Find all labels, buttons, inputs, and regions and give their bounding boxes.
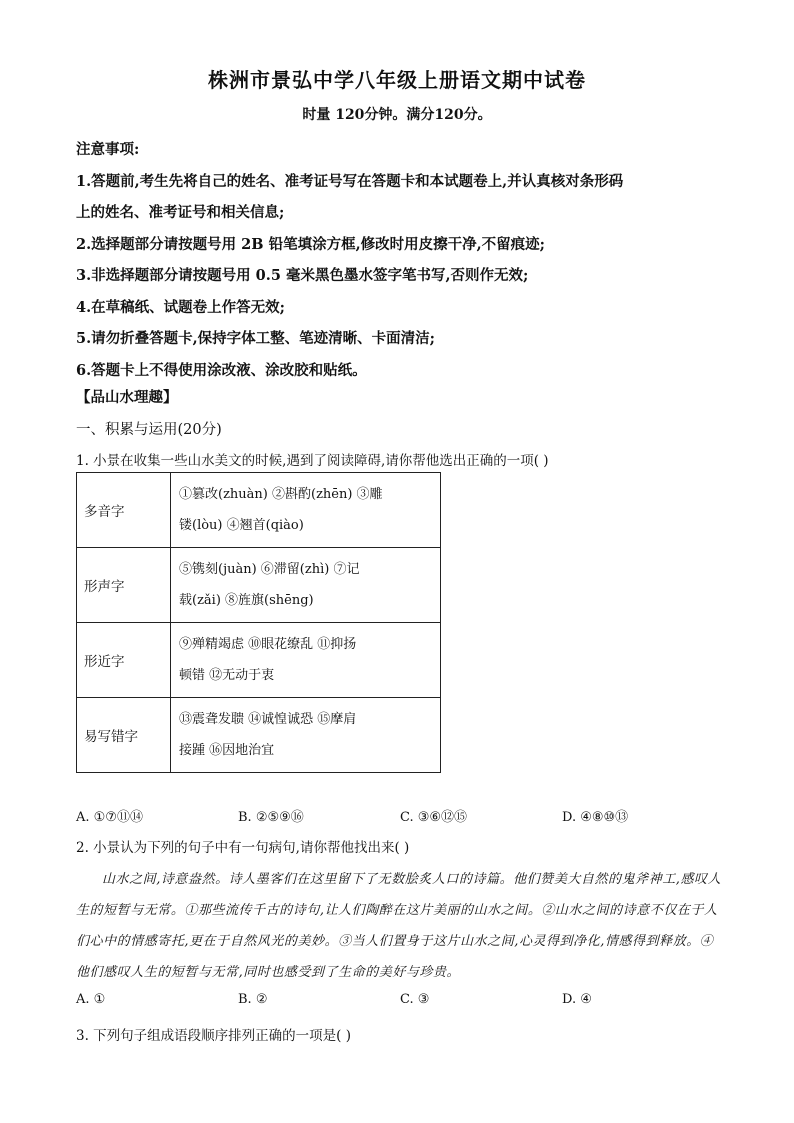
table-items: [171, 548, 441, 623]
note-line: 4.在草稿纸、试题卷上作答无效;: [76, 298, 285, 316]
option-d[interactable]: D. ④: [562, 992, 592, 1007]
option-a[interactable]: A. ①: [76, 992, 106, 1007]
table-row: [77, 548, 441, 623]
table-row: [77, 473, 441, 548]
page-title: 株洲市景弘中学八年级上册语文期中试卷: [208, 68, 586, 92]
table-item-line: ⑤镌刻(juàn) ⑥滞留(zhì) ⑦记: [179, 562, 360, 577]
option-d[interactable]: D. ④⑧⑩⑬: [562, 810, 629, 825]
part1-heading: 一、积累与运用(20分): [76, 422, 222, 438]
table-item-line: 镂(lòu) ④翘首(qiào): [179, 518, 304, 533]
option-c[interactable]: C. ③: [400, 992, 430, 1007]
table-category: 形近字: [77, 623, 171, 698]
question-3-stem: 3. 下列句子组成语段顺序排列正确的一项是( ): [76, 1028, 351, 1044]
table-item-line: 接踵 ⑯因地治宜: [179, 743, 275, 758]
table-items: [171, 698, 441, 773]
option-b[interactable]: B. ②⑤⑨⑯: [238, 810, 304, 825]
table-row: [77, 623, 441, 698]
exam-notes: [76, 134, 726, 386]
note-line: 2.选择题部分请按题号用 2B 铅笔填涂方框,修改时用皮擦干净,不留痕迹;: [76, 235, 546, 253]
table-category: 易写错字: [77, 698, 171, 773]
table-item-line: ⑨殚精竭虑 ⑩眼花缭乱 ⑪抑扬: [179, 637, 357, 652]
note-line: 5.请勿折叠答题卡,保持字体工整、笔迹清晰、卡面清洁;: [76, 330, 436, 347]
note-line: 3.非选择题部分请按题号用 0.5 毫米黑色墨水签字笔书写,否则作无效;: [76, 267, 529, 284]
exam-duration-score: 时量 120分钟。满分120分。: [302, 107, 492, 123]
note-line: 上的姓名、准考证号和相关信息;: [76, 204, 285, 221]
table-item-line: 顿错 ⑫无动于衷: [179, 668, 275, 683]
table-item-line: ⑬震聋发聩 ⑭诚惶诚恐 ⑮摩肩: [179, 712, 357, 727]
table-category: 形声字: [77, 548, 171, 623]
word-table: [76, 472, 441, 773]
section-tag: 【品山水理趣】: [76, 389, 178, 406]
question-2-stem: 2. 小景认为下列的句子中有一句病句,请你帮他找出来( ): [76, 840, 410, 856]
note-line: 6.答题卡上不得使用涂改液、涂改胶和贴纸。: [76, 361, 367, 379]
table-category: 多音字: [77, 473, 171, 548]
option-c[interactable]: C. ③⑥⑫⑮: [400, 810, 468, 825]
table-item-line: 载(zǎi) ⑧旌旗(shēng): [179, 593, 314, 608]
note-line: 1.答题前,考生先将自己的姓名、准考证号写在答题卡和本试题卷上,并认真核对条形码: [76, 172, 624, 190]
option-a[interactable]: A. ①⑦⑪⑭: [76, 810, 143, 825]
notes-heading: 注意事项:: [76, 141, 140, 158]
table-row: [77, 698, 441, 773]
option-b[interactable]: B. ②: [238, 992, 268, 1007]
table-item-line: ①篡改(zhuàn) ②斟酌(zhēn) ③雕: [179, 487, 383, 502]
table-items: [171, 623, 441, 698]
question-2-passage: 山水之间,诗意盎然。诗人墨客们在这里留下了无数脍炙人口的诗篇。他们赞美大自然的鬼斧神工,感叹人生的短暂与无常。①那些流传千古的诗句,让人们陶醉在这片美丽的山水之间。②山水之间的诗意不仅在于人们心中的情感寄托,更在于自然风光的美妙。③当人们置身于这片山水之间,心灵得到净化,情感得到释放。④他们感叹人生的短暂与无常,同时也感受到了生命的美好与珍贵。: [76, 872, 722, 980]
question-1-stem: 1. 小景在收集一些山水美文的时候,遇到了阅读障碍,请你帮他选出正确的一项( ): [76, 453, 549, 469]
table-items: [171, 473, 441, 548]
